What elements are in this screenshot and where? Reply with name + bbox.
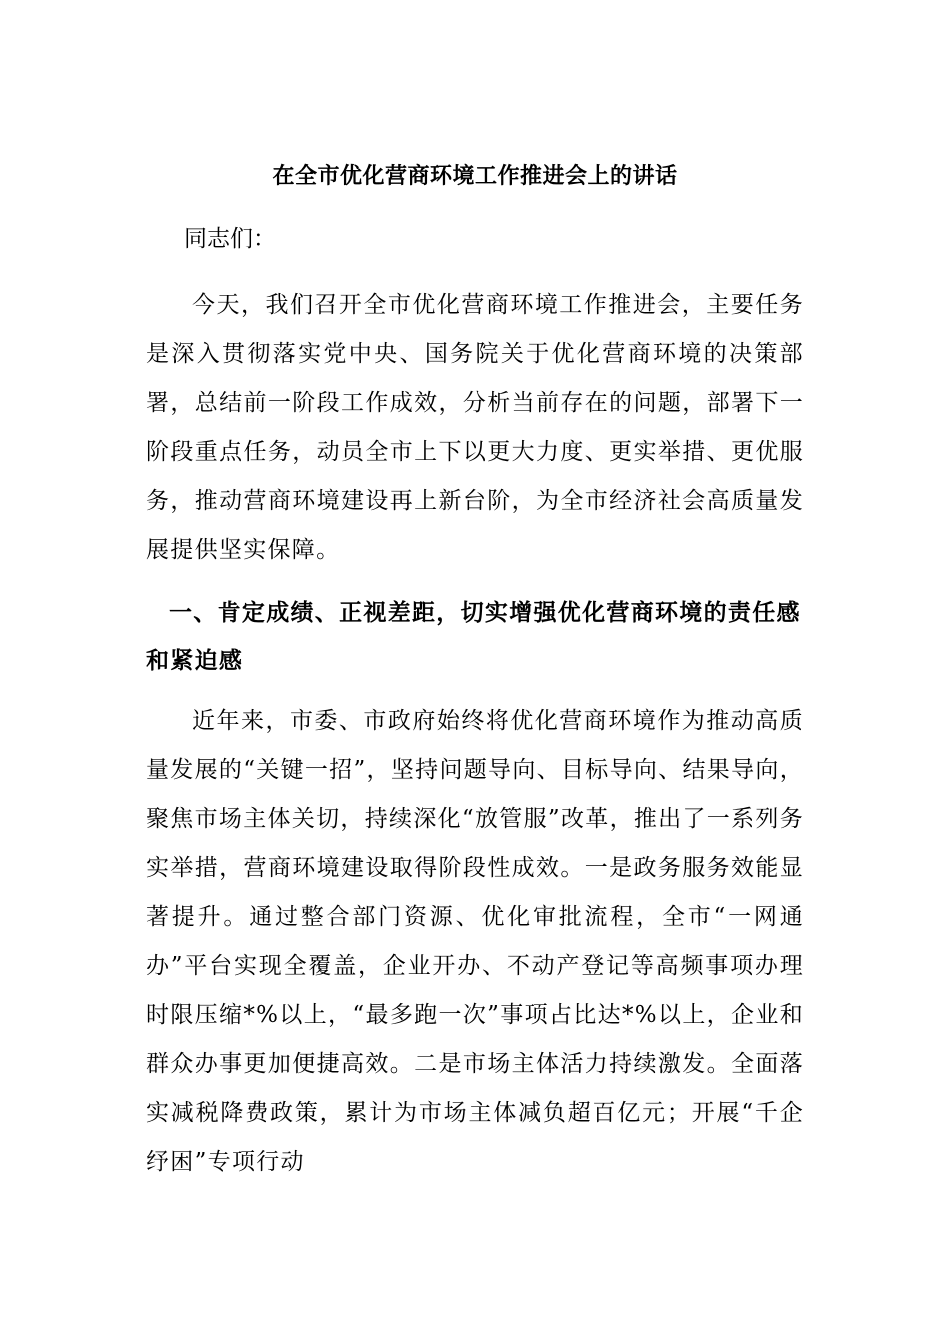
greeting: 同志们：	[184, 226, 276, 252]
intro-paragraph: 今天，我们召开全市优化营商环境工作推进会，主要任务是深入贯彻落实党中央、国务院关于优化营商环境的决策部署，总结前一阶段工作成效，分析当前存在的问题，部署下一阶段重点任务，动员全市上下以更大力度、更实举措、更优服务，推动营商环境建设再上新台阶，为全市经济社会高质量发展提供坚实保障。	[146, 292, 804, 563]
document-title: 在全市优化营商环境工作推进会上的讲话	[272, 163, 678, 189]
section-paragraph: 近年来，市委、市政府始终将优化营商环境作为推动高质量发展的“关键一招”，坚持问题导向、目标导向、结果导向，聚焦市场主体关切，持续深化“放管服”改革，推出了一系列务实举措，营商环境建设取得阶段性成效。一是政务服务效能显著提升。通过整合部门资源、优化审批流程，全市“一网通办”平台实现全覆盖，企业开办、不动产登记等高频事项办理时限压缩*%以上，“最多跑一次”事项占比达*%以上，企业和群众办事更加便捷高效。二是市场主体活力持续激发。全面落实减税降费政策，累计为市场主体减负超百亿元；开展“千企纾困”专项行动	[146, 708, 804, 1175]
section-heading: 一、肯定成绩、正视差距，切实增强优化营商环境的责任感和紧迫感	[146, 599, 801, 674]
